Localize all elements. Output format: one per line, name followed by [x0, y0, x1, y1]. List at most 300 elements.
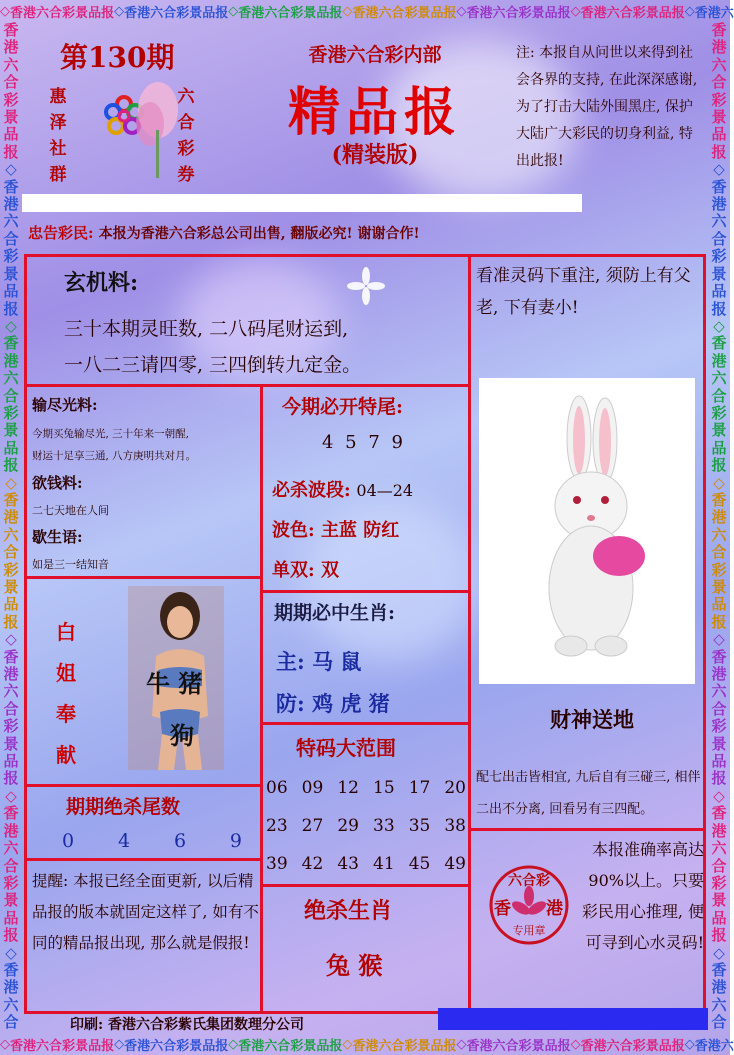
border-char: 六	[606, 5, 620, 21]
border-char: 景	[711, 108, 727, 127]
border-char: 报	[711, 456, 727, 475]
tema-number: 43	[337, 854, 359, 874]
border-char: 景	[417, 5, 431, 21]
border-char: 港	[3, 351, 19, 370]
border-char: ◇	[0, 3, 10, 19]
border-char: ◇	[114, 1036, 125, 1052]
border-char: 合	[505, 5, 519, 21]
border-char: 景	[711, 264, 727, 283]
border-char: 景	[645, 5, 659, 21]
juesha-wei-number: 0	[62, 830, 75, 852]
border-char: 品	[202, 5, 216, 21]
border-char: 品	[430, 1038, 444, 1054]
tema-title: 特码大范围	[296, 736, 396, 760]
blue-strip	[438, 1008, 708, 1030]
border-char: 港	[23, 1038, 37, 1054]
border-char: 港	[3, 508, 19, 527]
rabbit-icon	[479, 378, 695, 684]
bose-label: 波色:	[272, 520, 315, 541]
caishen-text: 配七出击皆相宜, 九后自有三碰三, 相伴二出不分离, 回看另有三四配。	[476, 770, 701, 817]
divider	[24, 784, 262, 787]
border-char: 六	[711, 682, 727, 701]
border-char: 香	[3, 490, 19, 509]
tema-number: 35	[408, 816, 431, 836]
juesha-wei-number: 9	[229, 830, 242, 852]
tema-row	[266, 816, 466, 854]
border-char: 六	[3, 839, 19, 858]
border-char: 彩	[711, 403, 727, 422]
border-char: 彩	[290, 5, 304, 21]
border-char: 合	[3, 1013, 19, 1032]
border-char: 香	[466, 5, 480, 21]
border-char: 六	[711, 212, 727, 231]
border-char: ◇	[228, 1036, 239, 1052]
bosha-label: 必杀波段:	[272, 480, 351, 501]
border-char: 六	[492, 1038, 506, 1054]
border-char: 香	[238, 5, 252, 21]
border-char: 报	[443, 5, 457, 21]
header-left-char-2: 社	[49, 139, 67, 159]
border-char: 彩	[518, 1038, 532, 1054]
border-char: 彩	[711, 247, 727, 266]
tema-number: 23	[266, 816, 288, 836]
border-char: 彩	[632, 5, 646, 21]
border-char: 合	[711, 699, 727, 718]
shujin-title: 输尽光料:	[32, 396, 98, 414]
border-char: 合	[277, 5, 291, 21]
xiesheng-title: 歇生语:	[32, 528, 83, 546]
border-char: 六	[264, 1038, 278, 1054]
border-char: 港	[3, 195, 19, 214]
border-char: 报	[101, 5, 115, 21]
stamp-top: 六合彩	[508, 873, 550, 889]
xuanji-line-1: 三十本期灵旺数, 二八码尾财运到,	[64, 318, 349, 340]
border-char: 合	[711, 73, 727, 92]
border-char: 报	[711, 769, 727, 788]
baijie-char-3: 献	[56, 743, 76, 767]
border-char: 报	[711, 299, 727, 318]
border-char: 香	[711, 647, 727, 666]
border-char: ◇	[713, 630, 725, 649]
border-bottom	[0, 1033, 734, 1055]
border-char: 六	[711, 995, 727, 1014]
border-char: 彩	[518, 5, 532, 21]
danshuang-line	[272, 556, 339, 582]
border-char: ◇	[684, 1036, 695, 1052]
footer-print: 印刷: 香港六合彩紫氏集团数理分公司	[70, 1017, 305, 1033]
border-char: 六	[711, 525, 727, 544]
border-char: 报	[101, 1038, 115, 1054]
border-char: 品	[711, 125, 727, 144]
border-char: 香	[3, 804, 19, 823]
border-char: 香	[711, 960, 727, 979]
baijie-chars	[54, 612, 78, 776]
stamp-bottom: 专用章	[512, 924, 546, 937]
border-char: 合	[711, 386, 727, 405]
border-char: 品	[3, 125, 19, 144]
border-char: 香	[238, 1038, 252, 1054]
bosha-value: 04—24	[356, 481, 414, 500]
baijie-char-0: 白	[56, 620, 76, 644]
border-char: 港	[479, 1038, 493, 1054]
border-char: 合	[711, 1013, 727, 1032]
border-char: 六	[378, 1038, 392, 1054]
border-char: 合	[391, 1038, 405, 1054]
border-char: 报	[3, 142, 19, 161]
border-char: 六	[720, 5, 734, 21]
border-char: 合	[619, 5, 633, 21]
border-char: 品	[88, 5, 102, 21]
yuqian-title: 欲钱料:	[32, 474, 83, 492]
border-char: 合	[3, 73, 19, 92]
white-strip	[22, 194, 582, 212]
bose-value: 主蓝 防红	[320, 520, 400, 541]
border-char: 合	[3, 543, 19, 562]
border-char: ◇	[5, 630, 17, 649]
tema-number: 09	[301, 778, 324, 798]
border-char: ◇	[342, 3, 353, 19]
border-char: 品	[711, 595, 727, 614]
border-char: 六	[150, 1038, 164, 1054]
border-char: 六	[36, 1038, 50, 1054]
border-char: 合	[163, 1038, 177, 1054]
border-char: 彩	[711, 90, 727, 109]
juesha-wei-numbers	[62, 830, 242, 852]
border-char: ◇	[5, 316, 17, 335]
border-char: ◇	[713, 160, 725, 179]
paper-edition: (精装版)	[331, 142, 419, 168]
border-char: 报	[671, 5, 685, 21]
border-char: ◇	[684, 3, 695, 19]
border-char: 品	[711, 282, 727, 301]
border-char: 彩	[404, 5, 418, 21]
tema-number: 45	[408, 854, 431, 874]
border-char: 景	[189, 1038, 203, 1054]
border-char: 报	[329, 1038, 343, 1054]
stamp-right: 港	[546, 899, 563, 919]
border-char: 报	[329, 5, 343, 21]
border-char: 景	[531, 5, 545, 21]
border-char: 彩	[404, 1038, 418, 1054]
border-char: 彩	[711, 873, 727, 892]
border-char: 六	[3, 55, 19, 74]
border-char: 彩	[3, 247, 19, 266]
border-char: 港	[711, 978, 727, 997]
shengxiao-fang-label: 防:	[276, 691, 305, 716]
border-char: 合	[711, 856, 727, 875]
border-char: 香	[3, 334, 19, 353]
border-right	[708, 22, 730, 1033]
shengxiao-main-value: 马 鼠	[312, 649, 362, 674]
border-char: 景	[303, 5, 317, 21]
border-char: 六	[606, 1038, 620, 1054]
border-char: 报	[215, 5, 229, 21]
border-char: 六	[264, 5, 278, 21]
border-char: 港	[593, 5, 607, 21]
border-char: 港	[137, 1038, 151, 1054]
border-top	[0, 0, 734, 22]
danshuang-value: 双	[320, 560, 339, 581]
border-char: 六	[36, 5, 50, 21]
border-char: 景	[303, 1038, 317, 1054]
juesha-wei-number: 4	[117, 830, 131, 852]
border-char: 彩	[3, 403, 19, 422]
bose-line	[272, 516, 399, 542]
border-char: 香	[352, 5, 366, 21]
border-char: 港	[711, 351, 727, 370]
tewei-numbers: 4 5 7 9	[322, 432, 406, 453]
border-char: ◇	[713, 786, 725, 805]
baijie-char-1: 姐	[56, 661, 76, 685]
border-char: 港	[3, 821, 19, 840]
border-char: 品	[202, 1038, 216, 1054]
border-char: 港	[251, 5, 265, 21]
border-char: 报	[3, 769, 19, 788]
border-char: 彩	[3, 560, 19, 579]
border-char: 港	[23, 5, 37, 21]
border-char: 港	[3, 978, 19, 997]
border-char: ◇	[114, 3, 125, 19]
tema-grid	[266, 778, 466, 892]
juesha-wei-title: 期期绝杀尾数	[66, 796, 181, 818]
tema-number: 06	[266, 778, 288, 798]
flower-decoration-icon	[128, 70, 188, 180]
border-char: 香	[580, 1038, 594, 1054]
warning-line	[28, 222, 708, 243]
divider	[260, 384, 263, 1014]
border-char: 彩	[3, 717, 19, 736]
header-left-char-1: 泽	[49, 113, 67, 133]
border-char: 报	[557, 1038, 571, 1054]
danshuang-label: 单双:	[272, 560, 315, 581]
tema-row	[266, 854, 466, 892]
border-char: 港	[479, 5, 493, 21]
shujin-line-1: 今期买兔输尽光, 三十年来一朝醒,	[32, 428, 190, 440]
border-char: 港	[3, 38, 19, 57]
divider	[468, 254, 471, 1014]
border-char: ◇	[713, 316, 725, 335]
border-char: 合	[711, 229, 727, 248]
border-char: 合	[3, 386, 19, 405]
border-char: 合	[49, 5, 63, 21]
border-char: 景	[711, 421, 727, 440]
border-char: 香	[711, 490, 727, 509]
border-char: ◇	[713, 473, 725, 492]
divider	[24, 576, 262, 579]
juesha-sx-value: 兔 猴	[326, 951, 383, 980]
border-char: 合	[3, 856, 19, 875]
border-char: 景	[531, 1038, 545, 1054]
company-name: 香港六合彩内部	[308, 44, 442, 66]
tema-number: 20	[444, 778, 466, 798]
border-char: 六	[3, 212, 19, 231]
shengxiao-title: 期期必中生肖:	[274, 602, 396, 624]
border-char: 六	[3, 995, 19, 1014]
border-char: 彩	[632, 1038, 646, 1054]
border-char: 港	[707, 1038, 721, 1054]
border-char: 合	[163, 5, 177, 21]
border-char: 品	[711, 752, 727, 771]
shengxiao-fang-value: 鸡 虎 猪	[312, 691, 390, 716]
border-char: 六	[711, 55, 727, 74]
border-char: 六	[378, 5, 392, 21]
divider	[470, 828, 706, 831]
border-char: 合	[3, 229, 19, 248]
border-char: 合	[619, 1038, 633, 1054]
border-char: 品	[3, 752, 19, 771]
rabbit-image	[479, 378, 695, 684]
border-char: 港	[711, 821, 727, 840]
border-char: 品	[430, 5, 444, 21]
border-char: 香	[711, 177, 727, 196]
tema-number: 42	[301, 854, 324, 874]
issue-number: 第130期	[60, 41, 175, 74]
border-char: 彩	[290, 1038, 304, 1054]
header-left-char-3: 群	[49, 165, 67, 185]
border-char: 品	[711, 438, 727, 457]
border-char: 香	[10, 5, 24, 21]
border-left	[0, 22, 22, 1033]
border-char: 品	[3, 595, 19, 614]
shengxiao-main-line	[276, 646, 361, 676]
border-char: 彩	[62, 5, 76, 21]
border-char: 景	[3, 891, 19, 910]
border-char: ◇	[0, 1036, 10, 1052]
header-notice: 注: 本报自从问世以来得到社会各界的支持, 在此深深感谢, 为了打击大陆外围黑庄, 保护大陆广大彩民的切身利益, 特出此报!	[516, 45, 698, 169]
paper-title: 精品报	[287, 82, 462, 143]
border-char: 景	[3, 421, 19, 440]
border-char: 彩	[176, 1038, 190, 1054]
border-char: 报	[671, 1038, 685, 1054]
border-char: 六	[711, 839, 727, 858]
border-char: 品	[544, 5, 558, 21]
border-char: 六	[150, 5, 164, 21]
border-char: 彩	[176, 5, 190, 21]
border-char: 香	[711, 804, 727, 823]
border-char: 彩	[3, 90, 19, 109]
tema-number: 29	[337, 816, 359, 836]
border-char: 品	[3, 438, 19, 457]
xuanji-line-2: 一八二三请四零, 三四倒转九定金。	[64, 354, 362, 376]
tema-number: 38	[444, 816, 466, 836]
border-char: 彩	[711, 717, 727, 736]
border-char: 香	[711, 334, 727, 353]
tema-number: 39	[266, 854, 288, 874]
border-char: 香	[124, 1038, 138, 1054]
border-char: ◇	[570, 1036, 581, 1052]
border-char: 景	[645, 1038, 659, 1054]
border-char: 香	[466, 1038, 480, 1054]
border-char: 品	[316, 5, 330, 21]
border-char: 合	[277, 1038, 291, 1054]
border-char: 港	[365, 1038, 379, 1054]
border-char: ◇	[570, 3, 581, 19]
border-char: ◇	[5, 473, 17, 492]
header-left-char-0: 惠	[49, 87, 67, 107]
border-char: 港	[711, 38, 727, 57]
header-right-char-2: 彩	[177, 139, 195, 159]
border-char: 景	[711, 578, 727, 596]
border-char: 香	[580, 5, 594, 21]
border-char: 港	[251, 1038, 265, 1054]
border-char: 六	[720, 1038, 734, 1054]
border-char: 景	[417, 1038, 431, 1054]
tema-number: 12	[337, 778, 359, 798]
border-char: 港	[711, 508, 727, 527]
tema-row	[266, 778, 466, 816]
yuqian-text: 二七天地在人间	[32, 504, 109, 517]
flower-icon	[346, 266, 386, 306]
border-char: 景	[189, 5, 203, 21]
border-char: 品	[88, 1038, 102, 1054]
bosha-line	[272, 476, 413, 502]
xiesheng-text: 如是三一结知音	[32, 558, 109, 571]
tema-number: 17	[408, 778, 431, 798]
border-char: 彩	[62, 1038, 76, 1054]
border-char: 六	[711, 369, 727, 388]
juesha-wei-number: 6	[173, 830, 187, 852]
juesha-sx-title: 绝杀生肖	[304, 898, 393, 924]
accuracy-text: 本报准确率高达90%以上。只要彩民用心推理, 便可寻到心水灵码!	[581, 840, 704, 952]
border-char: 六	[492, 5, 506, 21]
border-char: 彩	[3, 873, 19, 892]
warning-label: 忠告彩民:	[28, 224, 94, 242]
border-char: 景	[711, 891, 727, 910]
border-char: 港	[593, 1038, 607, 1054]
border-char: 景	[3, 264, 19, 283]
border-char: 合	[49, 1038, 63, 1054]
border-char: 港	[365, 5, 379, 21]
warning-text: 本报为香港六合彩总公司出售, 翻版必究! 谢谢合作!	[98, 226, 420, 242]
border-char: ◇	[5, 943, 17, 962]
border-char: 景	[3, 578, 19, 596]
divider	[24, 384, 470, 387]
border-char: 香	[694, 1038, 708, 1054]
border-char: 合	[3, 699, 19, 718]
tema-number: 49	[444, 854, 466, 874]
border-char: 景	[3, 734, 19, 753]
border-char: 品	[658, 5, 672, 21]
tema-number: 27	[301, 816, 324, 836]
border-char: 合	[505, 1038, 519, 1054]
border-char: ◇	[456, 3, 467, 19]
baijie-overlay-2: 狗	[170, 721, 194, 750]
border-char: 合	[711, 543, 727, 562]
header-right-char-0: 六	[177, 87, 195, 107]
tema-number: 41	[373, 854, 395, 874]
border-char: 港	[137, 5, 151, 21]
header-right-char-1: 合	[177, 113, 195, 133]
border-char: 合	[391, 5, 405, 21]
border-char: 香	[3, 177, 19, 196]
border-char: 品	[658, 1038, 672, 1054]
border-char: 六	[3, 369, 19, 388]
official-stamp	[488, 864, 570, 946]
tixing-text: 提醒: 本报已经全面更新, 以后精品报的版本就固定这样了, 如有不同的精品报出现, 那么就是假报!	[32, 872, 259, 952]
xuanji-title: 玄机料:	[64, 270, 139, 296]
border-char: 港	[711, 665, 727, 684]
border-char: 品	[3, 282, 19, 301]
border-char: 香	[352, 1038, 366, 1054]
divider	[262, 722, 470, 725]
baijie-char-2: 奉	[56, 702, 76, 726]
border-char: 香	[694, 5, 708, 21]
shujin-line-2: 财运十足享三通, 八方庚明共对月。	[32, 450, 197, 462]
border-char: 香	[711, 21, 727, 39]
border-char: 彩	[711, 560, 727, 579]
border-char: 品	[316, 1038, 330, 1054]
tewei-title: 今期必开特尾:	[282, 396, 404, 418]
